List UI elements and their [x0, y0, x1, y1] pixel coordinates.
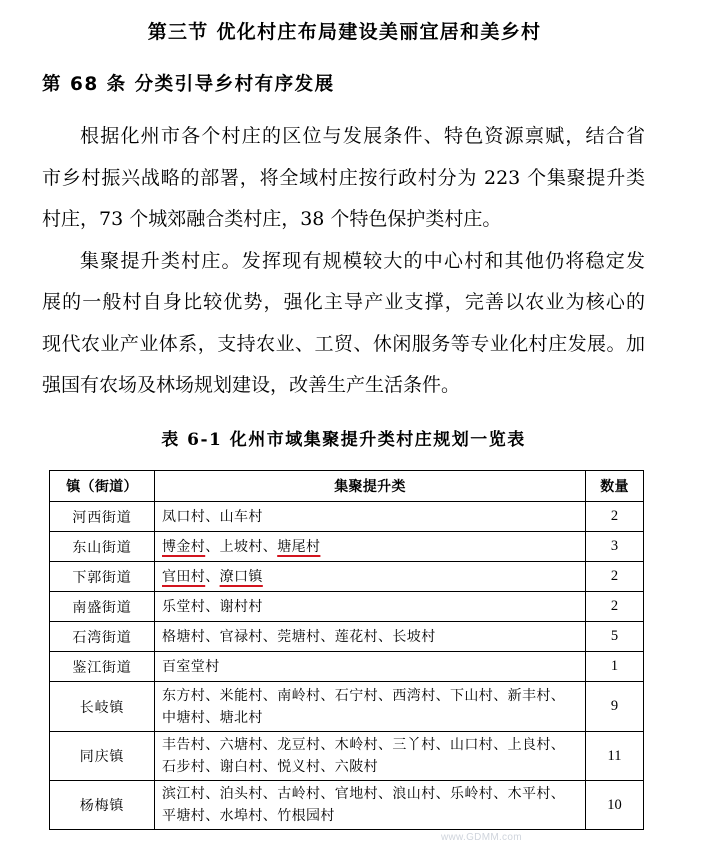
- article-heading: 第 68 条 分类引导乡村有序发展: [42, 74, 335, 95]
- villages-line: 百室堂村: [162, 658, 220, 675]
- villages-cell: [155, 652, 586, 682]
- count-cell: 11: [586, 732, 644, 781]
- town-cell: 长岐镇: [50, 682, 155, 732]
- table-row: [50, 532, 644, 562]
- paragraph-line: 根据化州市各个村庄的区位与发展条件、特色资源禀赋，结合省: [80, 125, 645, 147]
- marked-village: 潦口镇: [219, 568, 263, 585]
- town-cell: 杨梅镇: [50, 781, 155, 830]
- town-cell: 南盛街道: [50, 592, 155, 622]
- paragraph-line: 现代农业产业体系，支持农业、工贸、休闲服务等专业化村庄发展。加: [42, 332, 645, 355]
- header-count: 数量: [586, 471, 644, 502]
- villages-cell: [155, 781, 586, 830]
- villages-line: 滨江村、泊头村、古岭村、官地村、浪山村、乐岭村、木平村、: [162, 786, 566, 802]
- villages-cell: [155, 682, 586, 732]
- town-cell: 东山街道: [50, 532, 155, 562]
- marked-village: 塘尾村: [277, 538, 321, 555]
- village-planning-table: [49, 470, 644, 830]
- paragraph-village-classification: [42, 116, 645, 241]
- town-cell: 同庆镇: [50, 732, 155, 781]
- paragraph-line: 村庄，73 个城郊融合类村庄，38 个特色保护类村庄。: [42, 208, 502, 230]
- villages-line: [162, 566, 585, 588]
- villages-line: 乐堂村、谢村村: [162, 598, 263, 615]
- count-cell: 2: [586, 562, 644, 592]
- marked-village: 博金村: [162, 538, 206, 555]
- village-text: 、上坡村、: [205, 538, 278, 555]
- section-title: 第三节 优化村庄布局建设美丽宜居和美乡村: [147, 21, 542, 43]
- villages-line: [162, 536, 585, 558]
- table-row: [50, 622, 644, 652]
- paragraph-line: 展的一般村自身比较优势，强化主导产业支撑，完善以农业为核心的: [42, 291, 645, 313]
- table-row: [50, 502, 644, 532]
- table-row: [50, 652, 644, 682]
- count-cell: 5: [586, 622, 644, 652]
- marked-village: 官田村: [162, 568, 206, 585]
- town-cell: 鉴江街道: [50, 652, 155, 682]
- town-cell: 石湾街道: [50, 622, 155, 652]
- article-body: [42, 116, 645, 407]
- paragraph-cluster-upgrade-villages: [42, 241, 645, 407]
- table-header: [50, 471, 644, 502]
- paragraph-line: 强国有农场及林场规划建设，改善生产生活条件。: [42, 374, 461, 396]
- count-cell: 2: [586, 502, 644, 532]
- paragraph-line: 集聚提升类村庄。发挥现有规模较大的中心村和其他仍将稳定发: [80, 249, 645, 272]
- village-text: 、: [205, 568, 220, 585]
- town-cell: 下郭街道: [50, 562, 155, 592]
- count-cell: 9: [586, 682, 644, 732]
- villages-line: 平塘村、水埠村、竹根园村: [162, 808, 335, 824]
- villages-cell: [155, 592, 586, 622]
- table-caption: 表 6-1 化州市域集聚提升类村庄规划一览表: [161, 430, 526, 450]
- villages-line: 中塘村、塘北村: [162, 709, 263, 726]
- villages-line: 丰告村、六塘村、龙豆村、木岭村、三丫村、山口村、上良村、: [162, 737, 566, 753]
- villages-line: 凤口村、山车村: [162, 508, 263, 525]
- villages-line: 石步村、谢白村、悦义村、六陂村: [162, 759, 378, 775]
- villages-cell: [155, 532, 586, 562]
- table-row: [50, 592, 644, 622]
- paragraph-line: 市乡村振兴战略的部署，将全域村庄按行政村分为 223 个集聚提升类: [42, 166, 645, 189]
- table-body: [50, 502, 644, 830]
- table-header-row: [50, 471, 644, 502]
- villages-cell: [155, 562, 586, 592]
- header-town: 镇（街道）: [50, 471, 155, 502]
- header-villages: 集聚提升类: [155, 471, 586, 502]
- table-row: [50, 781, 644, 830]
- villages-cell: [155, 622, 586, 652]
- villages-line: 东方村、米能村、南岭村、石宁村、西湾村、下山村、新丰村、: [162, 687, 566, 704]
- watermark-url: www.GDMM.com: [441, 832, 522, 843]
- count-cell: 10: [586, 781, 644, 830]
- table-row: [50, 732, 644, 781]
- count-cell: 3: [586, 532, 644, 562]
- town-cell: 河西街道: [50, 502, 155, 532]
- table-row: [50, 682, 644, 732]
- count-cell: 1: [586, 652, 644, 682]
- villages-cell: [155, 502, 586, 532]
- count-cell: 2: [586, 592, 644, 622]
- table-row: [50, 562, 644, 592]
- villages-cell: [155, 732, 586, 781]
- villages-line: 格塘村、官禄村、莞塘村、莲花村、长坡村: [162, 628, 436, 645]
